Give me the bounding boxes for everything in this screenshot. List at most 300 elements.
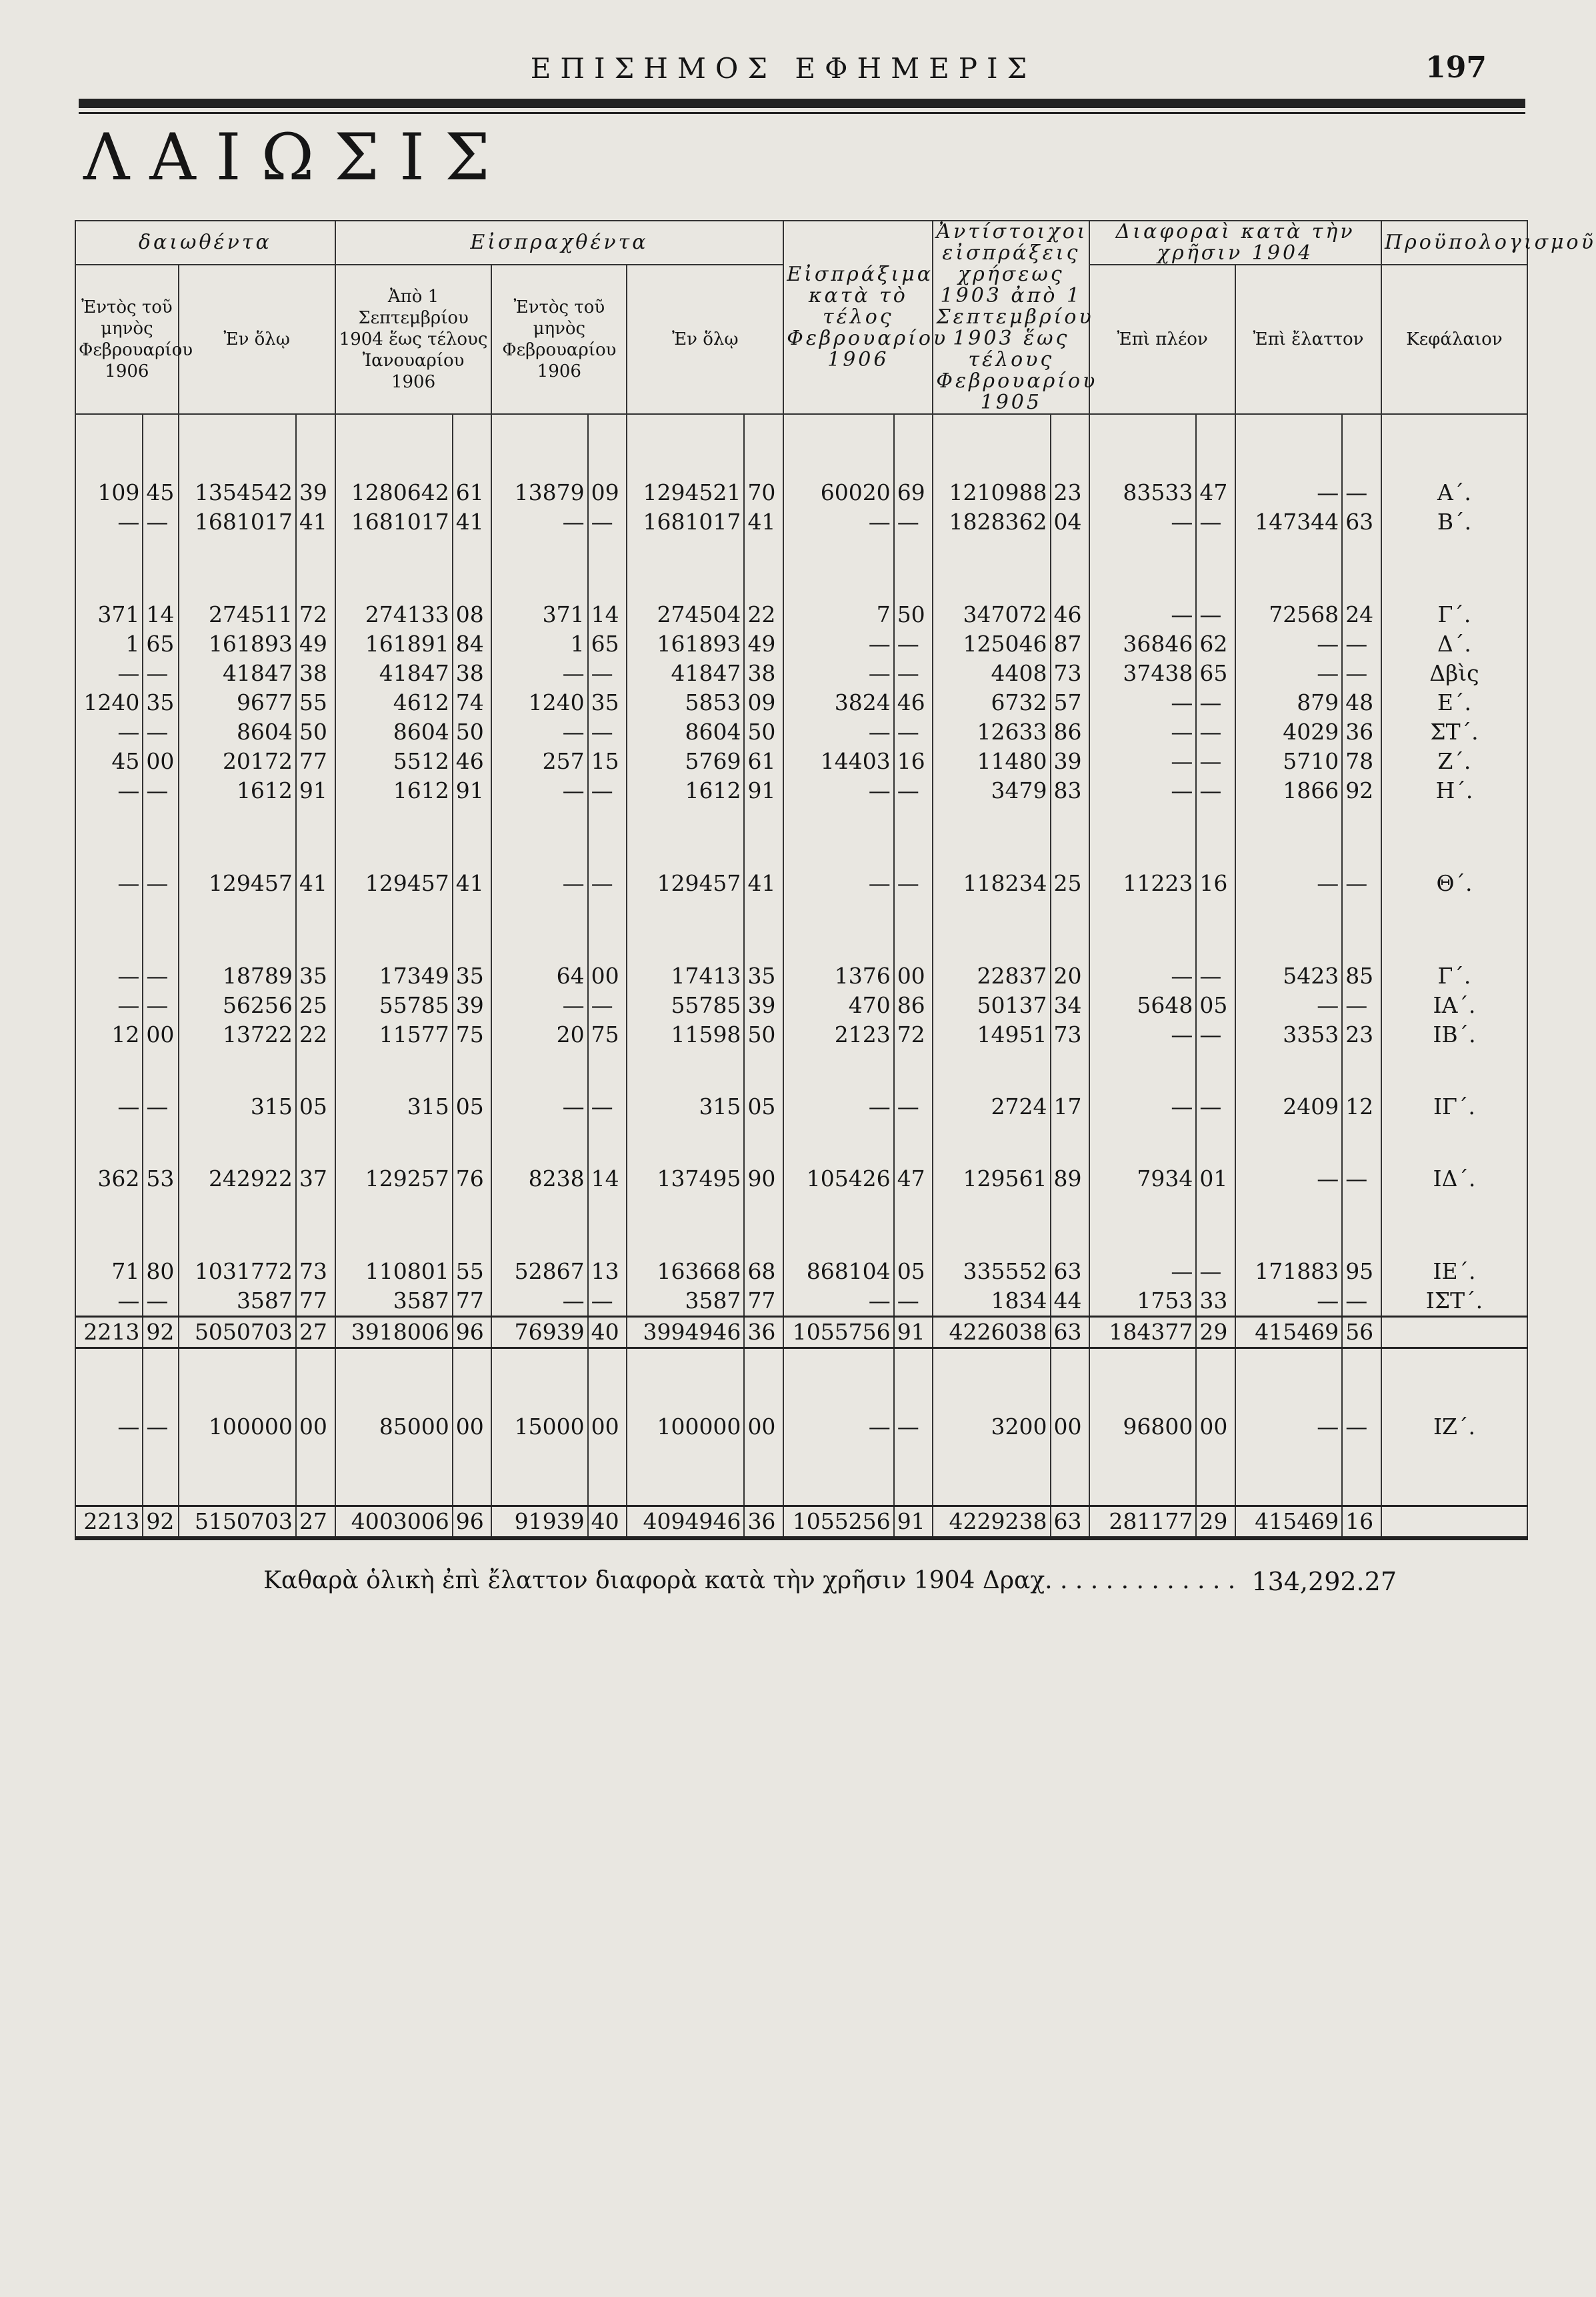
cell-cents: 56	[1342, 1317, 1381, 1348]
cell-amount: —	[1089, 600, 1196, 629]
cell-amount: 5150703	[179, 1506, 296, 1539]
cell-cents: 36	[744, 1317, 783, 1348]
cell-cents: 86	[1051, 717, 1090, 747]
cell-amount: 72568	[1235, 600, 1342, 629]
cell-amount: 7934	[1089, 1164, 1196, 1194]
cell-cents: 90	[744, 1164, 783, 1194]
cell-chapter: ΙΒ΄.	[1381, 1020, 1527, 1049]
cell-cents: —	[894, 659, 933, 688]
cell-cents: 78	[1342, 747, 1381, 776]
cell-amount: —	[491, 507, 587, 537]
cell-cents: 47	[1196, 478, 1235, 507]
cell-chapter: ΙΣΤ΄.	[1381, 1286, 1527, 1317]
cell-cents: 46	[453, 747, 492, 776]
cell-amount: —	[75, 1412, 143, 1442]
cell-cents: 22	[296, 1020, 335, 1049]
cell-cents: 63	[1051, 1506, 1090, 1539]
cell-amount: —	[491, 869, 587, 898]
cell-amount: 868104	[783, 1257, 893, 1286]
cell-cents: —	[1342, 869, 1381, 898]
cell-amount: 3587	[627, 1286, 744, 1317]
cell-cents: 14	[588, 600, 627, 629]
cell-amount: 5853	[627, 688, 744, 717]
cell-cents: 36	[744, 1506, 783, 1539]
cell-amount: —	[1235, 1164, 1342, 1194]
cell-cents: 25	[296, 991, 335, 1020]
group-header-budget: Προϋπολογισμοῦ	[1381, 221, 1527, 265]
cell-amount: —	[783, 776, 893, 805]
cell-amount: 55785	[627, 991, 744, 1020]
cell-cents: 84	[453, 629, 492, 659]
cell-amount: 137495	[627, 1164, 744, 1194]
total-row	[75, 1506, 1527, 1539]
cell-cents: —	[588, 1092, 627, 1121]
cell-amount: 71	[75, 1257, 143, 1286]
cell-amount: 1834	[933, 1286, 1050, 1317]
cell-amount: 4408	[933, 659, 1050, 688]
spacer-row	[75, 1442, 1527, 1506]
cell-cents: 05	[453, 1092, 492, 1121]
cell-amount: 3994946	[627, 1317, 744, 1348]
cell-amount: 2213	[75, 1317, 143, 1348]
cell-cents: 17	[1051, 1092, 1090, 1121]
cell-amount: 37438	[1089, 659, 1196, 688]
cell-cents: 09	[588, 478, 627, 507]
cell-cents: 70	[744, 478, 783, 507]
cell-amount: 15000	[491, 1412, 587, 1442]
cell-cents: —	[143, 1412, 178, 1442]
cell-cents: 65	[143, 629, 178, 659]
cell-cents: —	[1196, 961, 1235, 991]
cell-cents: 35	[453, 961, 492, 991]
cell-amount: 3918006	[335, 1317, 453, 1348]
table-row	[75, 776, 1527, 805]
cell-cents: 91	[296, 776, 335, 805]
cell-cents: 65	[1196, 659, 1235, 688]
cell-amount: 315	[335, 1092, 453, 1121]
col-header-to-january: Ἀπὸ 1 Σεπτεμβρίου 1904 ἕως τέλους Ἰανουαρίου 1906	[335, 265, 492, 414]
cell-amount: 11598	[627, 1020, 744, 1049]
cell-cents: 39	[453, 991, 492, 1020]
cell-amount: 161893	[627, 629, 744, 659]
table-row	[75, 600, 1527, 629]
cell-chapter	[1381, 1506, 1527, 1539]
cell-cents: 00	[894, 961, 933, 991]
cell-amount: 415469	[1235, 1506, 1342, 1539]
table-row	[75, 507, 1527, 537]
cell-chapter: ΙΔ΄.	[1381, 1164, 1527, 1194]
cell-cents: 41	[744, 507, 783, 537]
col-header-total: Ἐν ὅλῳ	[179, 265, 335, 414]
cell-chapter: Γ΄.	[1381, 961, 1527, 991]
cell-cents: —	[1342, 1412, 1381, 1442]
cell-cents: 75	[453, 1020, 492, 1049]
cell-cents: —	[1342, 1164, 1381, 1194]
cell-cents: 49	[744, 629, 783, 659]
cell-amount: 8238	[491, 1164, 587, 1194]
cell-cents: 61	[744, 747, 783, 776]
cell-cents: 39	[744, 991, 783, 1020]
cell-amount: 76939	[491, 1317, 587, 1348]
cell-amount: 129457	[335, 869, 453, 898]
cell-amount: 4029	[1235, 717, 1342, 747]
cell-cents: —	[143, 961, 178, 991]
cell-cents: 86	[894, 991, 933, 1020]
cell-cents: —	[1342, 478, 1381, 507]
cell-amount: 347072	[933, 600, 1050, 629]
cell-cents: 77	[296, 1286, 335, 1317]
cell-amount: 1753	[1089, 1286, 1196, 1317]
cell-amount: 3200	[933, 1412, 1050, 1442]
cell-cents: 23	[1051, 478, 1090, 507]
cell-amount: 129561	[933, 1164, 1050, 1194]
cell-amount: —	[491, 776, 587, 805]
cell-amount: —	[75, 507, 143, 537]
cell-amount: 4226038	[933, 1317, 1050, 1348]
table-row	[75, 1257, 1527, 1286]
cell-amount: 129457	[179, 869, 296, 898]
spacer-row	[75, 1194, 1527, 1257]
cell-cents: 14	[143, 600, 178, 629]
running-head	[80, 47, 1487, 93]
cell-amount: —	[1089, 776, 1196, 805]
cell-amount: 5648	[1089, 991, 1196, 1020]
cell-cents: 73	[1051, 1020, 1090, 1049]
cell-amount: 147344	[1235, 507, 1342, 537]
cell-cents: 33	[1196, 1286, 1235, 1317]
cell-cents: 41	[453, 507, 492, 537]
cell-chapter: Α΄.	[1381, 478, 1527, 507]
cell-cents: —	[588, 991, 627, 1020]
cell-amount: —	[1089, 507, 1196, 537]
cell-amount: 45	[75, 747, 143, 776]
table-row	[75, 1412, 1527, 1442]
cell-amount: 281177	[1089, 1506, 1196, 1539]
cell-amount: 13879	[491, 478, 587, 507]
cell-cents: —	[894, 869, 933, 898]
cell-amount: 52867	[491, 1257, 587, 1286]
cell-amount: 18789	[179, 961, 296, 991]
cell-cents: 72	[894, 1020, 933, 1049]
spacer-row	[75, 1121, 1527, 1164]
cell-amount: —	[1235, 629, 1342, 659]
table-row	[75, 747, 1527, 776]
cell-amount: 100000	[627, 1412, 744, 1442]
cell-amount: 415469	[1235, 1317, 1342, 1348]
cell-cents: —	[1196, 747, 1235, 776]
cell-cents: 80	[143, 1257, 178, 1286]
cell-amount: 56256	[179, 991, 296, 1020]
spacer-row	[75, 414, 1527, 478]
cell-cents: 35	[296, 961, 335, 991]
cell-cents: 96	[453, 1506, 492, 1539]
cell-amount: 879	[1235, 688, 1342, 717]
cell-amount: 11223	[1089, 869, 1196, 898]
cell-cents: —	[1196, 507, 1235, 537]
cell-cents: 00	[588, 961, 627, 991]
cell-cents: —	[1342, 629, 1381, 659]
group-header-left: δαιωθέντα	[75, 221, 335, 265]
cell-amount: —	[1089, 961, 1196, 991]
cell-cents: —	[1196, 688, 1235, 717]
section-heading: ΛΑΙΩΣΙΣ	[83, 120, 510, 195]
revenue-table	[75, 220, 1596, 1540]
cell-amount: 1	[491, 629, 587, 659]
cell-amount: 1354542	[179, 478, 296, 507]
cell-amount: —	[75, 659, 143, 688]
cell-cents: —	[1342, 991, 1381, 1020]
cell-cents: 72	[296, 600, 335, 629]
group-header-collected: Εἰσπραχθέντα	[335, 221, 784, 265]
cell-amount: 161893	[179, 629, 296, 659]
cell-cents: 00	[588, 1412, 627, 1442]
cell-cents: 41	[296, 507, 335, 537]
cell-cents: 38	[453, 659, 492, 688]
cell-amount: —	[783, 507, 893, 537]
cell-amount: —	[1235, 1286, 1342, 1317]
subtotal-row	[75, 1317, 1527, 1348]
cell-amount: —	[1089, 747, 1196, 776]
cell-cents: —	[143, 1092, 178, 1121]
cell-cents: 73	[1051, 659, 1090, 688]
cell-amount: —	[783, 659, 893, 688]
cell-cents: 75	[588, 1020, 627, 1049]
cell-cents: 57	[1051, 688, 1090, 717]
cell-cents: 76	[453, 1164, 492, 1194]
cell-cents: 05	[296, 1092, 335, 1121]
cell-amount: 274504	[627, 600, 744, 629]
cell-cents: 50	[296, 717, 335, 747]
cell-amount: 335552	[933, 1257, 1050, 1286]
cell-cents: —	[143, 1286, 178, 1317]
cell-amount: 171883	[1235, 1257, 1342, 1286]
cell-chapter: Θ΄.	[1381, 869, 1527, 898]
cell-amount: 41847	[179, 659, 296, 688]
cell-amount: 161891	[335, 629, 453, 659]
cell-chapter: Δβὶς	[1381, 659, 1527, 688]
cell-amount: 41847	[335, 659, 453, 688]
spacer-row	[75, 805, 1527, 869]
spacer-row	[75, 898, 1527, 961]
cell-cents: 39	[296, 478, 335, 507]
cell-amount: —	[1089, 1257, 1196, 1286]
cell-amount: 50137	[933, 991, 1050, 1020]
cell-amount: 1376	[783, 961, 893, 991]
cell-cents: 15	[588, 747, 627, 776]
cell-amount: 3353	[1235, 1020, 1342, 1049]
cell-amount: —	[491, 659, 587, 688]
cell-cents: 50	[744, 1020, 783, 1049]
cell-amount: 20172	[179, 747, 296, 776]
cell-chapter: ΙΖ΄.	[1381, 1412, 1527, 1442]
cell-cents: 77	[296, 747, 335, 776]
table-row	[75, 991, 1527, 1020]
cell-cents: 68	[744, 1257, 783, 1286]
cell-amount: 20	[491, 1020, 587, 1049]
cell-amount: 11577	[335, 1020, 453, 1049]
spacer-row	[75, 537, 1527, 600]
cell-amount: 1681017	[179, 507, 296, 537]
footnote-text: Καθαρὰ ὁλικὴ ἐπὶ ἔλαττον διαφορὰ κατὰ τὴν χρῆσιν 1904 Δραχ. . . . . . . . . . . . .	[263, 1567, 1236, 1594]
cell-cents: 00	[744, 1412, 783, 1442]
cell-cents: 55	[296, 688, 335, 717]
cell-amount: 1	[75, 629, 143, 659]
spacer-row	[75, 1348, 1527, 1413]
cell-cents: 24	[1342, 600, 1381, 629]
spacer-row	[75, 1049, 1527, 1092]
cell-amount: —	[491, 717, 587, 747]
cell-cents: 25	[1051, 869, 1090, 898]
cell-cents: —	[143, 507, 178, 537]
cell-cents: 22	[744, 600, 783, 629]
cell-cents: 40	[588, 1317, 627, 1348]
cell-amount: 7	[783, 600, 893, 629]
cell-cents: 27	[296, 1506, 335, 1539]
cell-cents: 74	[453, 688, 492, 717]
cell-cents: 50	[453, 717, 492, 747]
cell-cents: —	[143, 776, 178, 805]
cell-chapter: Ε΄.	[1381, 688, 1527, 717]
cell-chapter: Ζ΄.	[1381, 747, 1527, 776]
cell-amount: 64	[491, 961, 587, 991]
cell-amount: 1055756	[783, 1317, 893, 1348]
table-row	[75, 961, 1527, 991]
cell-amount: 1612	[335, 776, 453, 805]
cell-cents: 35	[588, 688, 627, 717]
cell-cents: 09	[744, 688, 783, 717]
cell-amount: 96800	[1089, 1412, 1196, 1442]
cell-amount: 2213	[75, 1506, 143, 1539]
group-header-differences: Διαφοραὶ κατὰ τὴν χρῆσιν 1904	[1089, 221, 1381, 265]
cell-amount: 3479	[933, 776, 1050, 805]
header-rule	[79, 99, 1525, 108]
cell-cents: —	[143, 659, 178, 688]
cell-amount: 371	[491, 600, 587, 629]
cell-amount: 3587	[335, 1286, 453, 1317]
cell-cents: 85	[1342, 961, 1381, 991]
cell-cents: 95	[1342, 1257, 1381, 1286]
cell-amount: 163668	[627, 1257, 744, 1286]
cell-amount: 129457	[627, 869, 744, 898]
cell-amount: 315	[179, 1092, 296, 1121]
cell-chapter: Β΄.	[1381, 507, 1527, 537]
cell-cents: —	[1196, 1020, 1235, 1049]
cell-chapter: Γ΄.	[1381, 600, 1527, 629]
cell-amount: 2123	[783, 1020, 893, 1049]
cell-cents: —	[588, 776, 627, 805]
cell-cents: 61	[453, 478, 492, 507]
cell-amount: 105426	[783, 1164, 893, 1194]
col-header-prior-year: Ἀντίστοιχοι εἰσπράξεις χρήσεως 1903 ἀπὸ 1 Σεπτεμβρίου 1903 ἕως τέλους Φεβρουαρίου 1905	[933, 221, 1089, 414]
cell-amount: —	[75, 991, 143, 1020]
cell-cents: 41	[296, 869, 335, 898]
cell-amount: 12	[75, 1020, 143, 1049]
cell-cents: 23	[1342, 1020, 1381, 1049]
cell-cents: —	[894, 1412, 933, 1442]
cell-amount: 2409	[1235, 1092, 1342, 1121]
cell-cents: 91	[894, 1317, 933, 1348]
cell-amount: 4003006	[335, 1506, 453, 1539]
cell-amount: 4229238	[933, 1506, 1050, 1539]
cell-amount: 1031772	[179, 1257, 296, 1286]
cell-cents: 96	[453, 1317, 492, 1348]
cell-cents: 92	[143, 1317, 178, 1348]
cell-cents: —	[1196, 600, 1235, 629]
cell-cents: 39	[1051, 747, 1090, 776]
cell-cents: 40	[588, 1506, 627, 1539]
cell-chapter: ΙΕ΄.	[1381, 1257, 1527, 1286]
cell-amount: 13722	[179, 1020, 296, 1049]
cell-amount: 14951	[933, 1020, 1050, 1049]
cell-amount: 17349	[335, 961, 453, 991]
cell-amount: 1828362	[933, 507, 1050, 537]
cell-amount: 2724	[933, 1092, 1050, 1121]
cell-chapter	[1381, 1317, 1527, 1348]
cell-cents: 50	[894, 600, 933, 629]
cell-amount: 17413	[627, 961, 744, 991]
cell-cents: 14	[588, 1164, 627, 1194]
cell-amount: —	[1089, 688, 1196, 717]
cell-cents: 91	[894, 1506, 933, 1539]
cell-cents: 00	[143, 747, 178, 776]
cell-cents: 89	[1051, 1164, 1090, 1194]
table-row	[75, 1092, 1527, 1121]
cell-chapter: ΙΑ΄.	[1381, 991, 1527, 1020]
cell-amount: 36846	[1089, 629, 1196, 659]
cell-cents: 69	[894, 478, 933, 507]
cell-amount: 184377	[1089, 1317, 1196, 1348]
cell-cents: —	[588, 717, 627, 747]
cell-cents: 46	[1051, 600, 1090, 629]
cell-cents: 65	[588, 629, 627, 659]
table-row	[75, 659, 1527, 688]
cell-cents: 29	[1196, 1317, 1235, 1348]
cell-amount: —	[1089, 1092, 1196, 1121]
cell-amount: 6732	[933, 688, 1050, 717]
cell-cents: 01	[1196, 1164, 1235, 1194]
cell-cents: 05	[1196, 991, 1235, 1020]
cell-amount: 83533	[1089, 478, 1196, 507]
cell-cents: —	[588, 869, 627, 898]
cell-cents: 63	[1342, 507, 1381, 537]
cell-amount: 109	[75, 478, 143, 507]
cell-amount: —	[783, 1412, 893, 1442]
col-header-month: Ἐντὸς τοῦ μηνὸς Φεβρουαρίου 1906	[75, 265, 179, 414]
cell-cents: 50	[744, 717, 783, 747]
cell-amount: 1280642	[335, 478, 453, 507]
table-row	[75, 478, 1527, 507]
cell-cents: 49	[296, 629, 335, 659]
cell-amount: 110801	[335, 1257, 453, 1286]
table-row	[75, 629, 1527, 659]
cell-cents: 37	[296, 1164, 335, 1194]
cell-amount: 274133	[335, 600, 453, 629]
cell-cents: 34	[1051, 991, 1090, 1020]
cell-amount: —	[75, 1092, 143, 1121]
cell-cents: 47	[894, 1164, 933, 1194]
cell-cents: 05	[894, 1257, 933, 1286]
cell-amount: —	[491, 991, 587, 1020]
cell-amount: —	[75, 776, 143, 805]
cell-cents: —	[1196, 717, 1235, 747]
cell-amount: 1240	[75, 688, 143, 717]
cell-amount: 8604	[627, 717, 744, 747]
cell-cents: 00	[1051, 1412, 1090, 1442]
col-header-more: Ἐπὶ πλέον	[1089, 265, 1235, 414]
cell-cents: 35	[143, 688, 178, 717]
cell-amount: 1612	[179, 776, 296, 805]
cell-cents: 73	[296, 1257, 335, 1286]
